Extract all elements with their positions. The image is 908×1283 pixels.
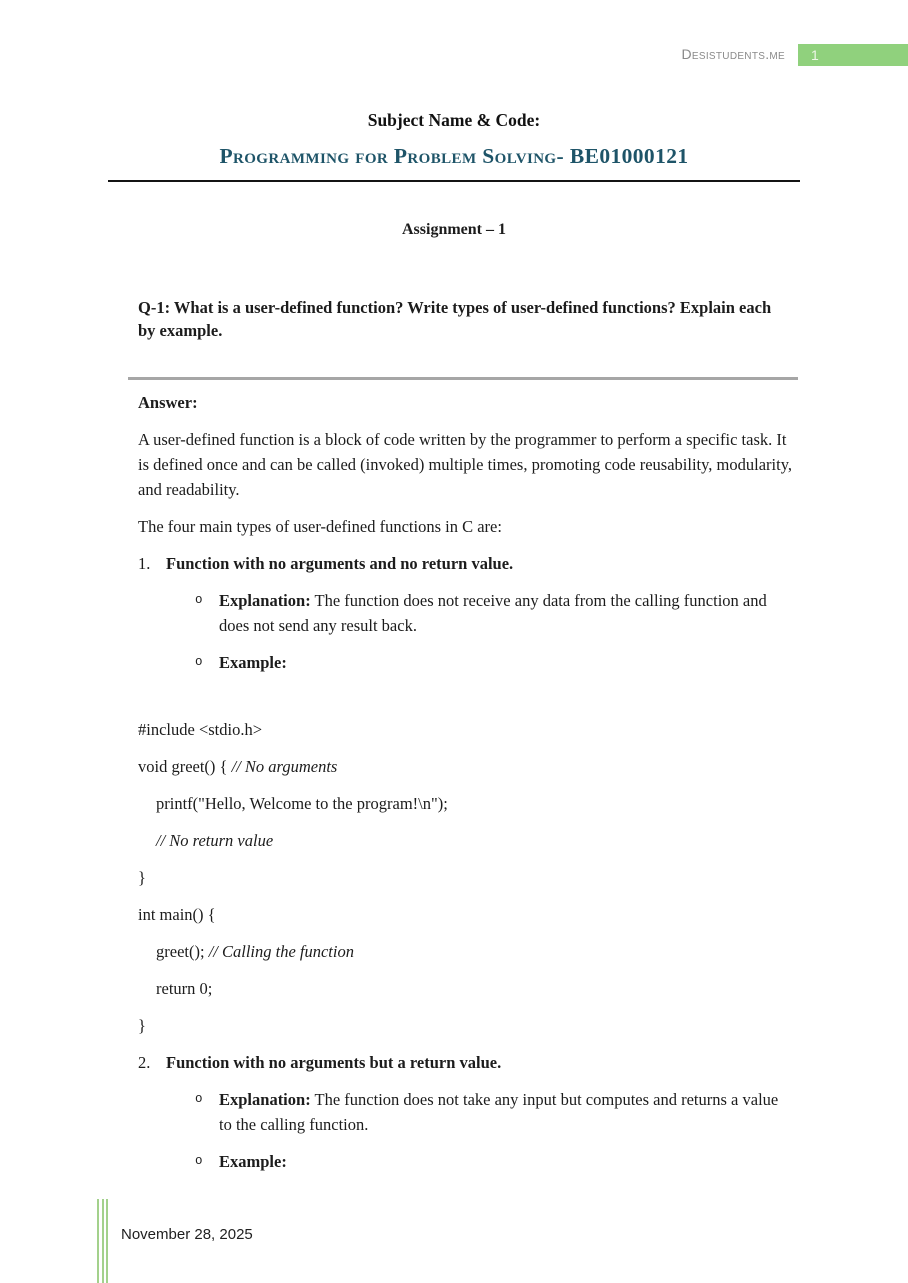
header-brand: Desistudents.me	[681, 46, 785, 62]
code-line	[138, 754, 800, 779]
example-bullet-2	[138, 1149, 800, 1174]
list-number: 2.	[138, 1053, 151, 1072]
list-number: 1.	[138, 554, 151, 573]
circle-bullet-icon: o	[195, 1154, 203, 1168]
code-line	[138, 976, 800, 1001]
code-line	[138, 902, 800, 927]
code-block	[138, 717, 800, 1038]
code-text: #include <stdio.h>	[138, 720, 263, 739]
code-line	[138, 865, 800, 890]
list-item-1	[138, 551, 800, 576]
code-text: return 0;	[156, 979, 213, 998]
green-bar	[102, 1199, 104, 1283]
code-text: void greet() {	[138, 757, 232, 776]
question-text: Q-1: What is a user-defined function? Write types of user-defined functions? Explain each by example.	[138, 298, 772, 340]
code-text: }	[138, 1016, 146, 1035]
code-line	[138, 791, 800, 816]
explanation-text: The function does not receive any data from the calling function and does not send any result back.	[219, 591, 767, 635]
code-comment: // No arguments	[231, 757, 338, 776]
circle-bullet-icon: o	[195, 655, 203, 669]
page-number-badge	[798, 44, 908, 66]
explanation-content	[219, 1087, 785, 1137]
answer-section	[138, 390, 800, 1186]
explanation-bullet-2	[138, 1087, 800, 1137]
code-text: }	[138, 868, 146, 887]
list-item-heading: Function with no arguments but a return value.	[166, 1053, 502, 1072]
code-comment: // No return value	[156, 831, 274, 850]
example-bullet-1	[138, 650, 800, 675]
explanation-bullet-1	[138, 588, 800, 638]
subject-label: Subject Name & Code:	[367, 110, 541, 130]
code-line	[138, 1013, 800, 1038]
explanation-text: The function does not take any input but computes and returns a value to the calling function.	[219, 1090, 779, 1134]
code-text: greet();	[156, 942, 209, 961]
answer-label: Answer:	[138, 393, 198, 412]
page-number: 1	[811, 47, 819, 63]
explanation-content	[219, 588, 785, 638]
footer-date: November 28, 2025	[121, 1226, 253, 1243]
list-item-2	[138, 1050, 800, 1075]
answer-intro: A user-defined function is a block of code written by the programmer to perform a specific task. It is defined once and can be called (invoked) multiple times, promoting code reusability, modularity, and readability.	[138, 430, 793, 499]
circle-bullet-icon: o	[195, 593, 203, 607]
course-title: Programming for Problem Solving- BE01000121	[219, 144, 689, 168]
green-bar	[106, 1199, 108, 1283]
code-text: int main() {	[138, 905, 216, 924]
code-line	[138, 939, 800, 964]
explanation-label: Explanation:	[219, 1090, 311, 1109]
example-label: Example:	[219, 653, 287, 672]
list-item-heading: Function with no arguments and no return value.	[166, 554, 514, 573]
code-comment: // Calling the function	[208, 942, 354, 961]
code-line	[138, 828, 800, 853]
spacer	[138, 687, 800, 717]
title-rule	[108, 180, 800, 182]
circle-bullet-icon: o	[195, 1092, 203, 1106]
assignment-title: Assignment – 1	[401, 221, 506, 238]
question-divider	[128, 377, 798, 380]
code-text: printf("Hello, Welcome to the program!\n");	[156, 794, 448, 813]
answer-types-intro: The four main types of user-defined functions in C are:	[138, 517, 502, 536]
title-block	[108, 110, 800, 190]
footer-accent-bars	[97, 1199, 108, 1283]
green-bar	[97, 1199, 99, 1283]
code-line	[138, 717, 800, 742]
explanation-label: Explanation:	[219, 591, 311, 610]
example-label: Example:	[219, 1152, 287, 1171]
